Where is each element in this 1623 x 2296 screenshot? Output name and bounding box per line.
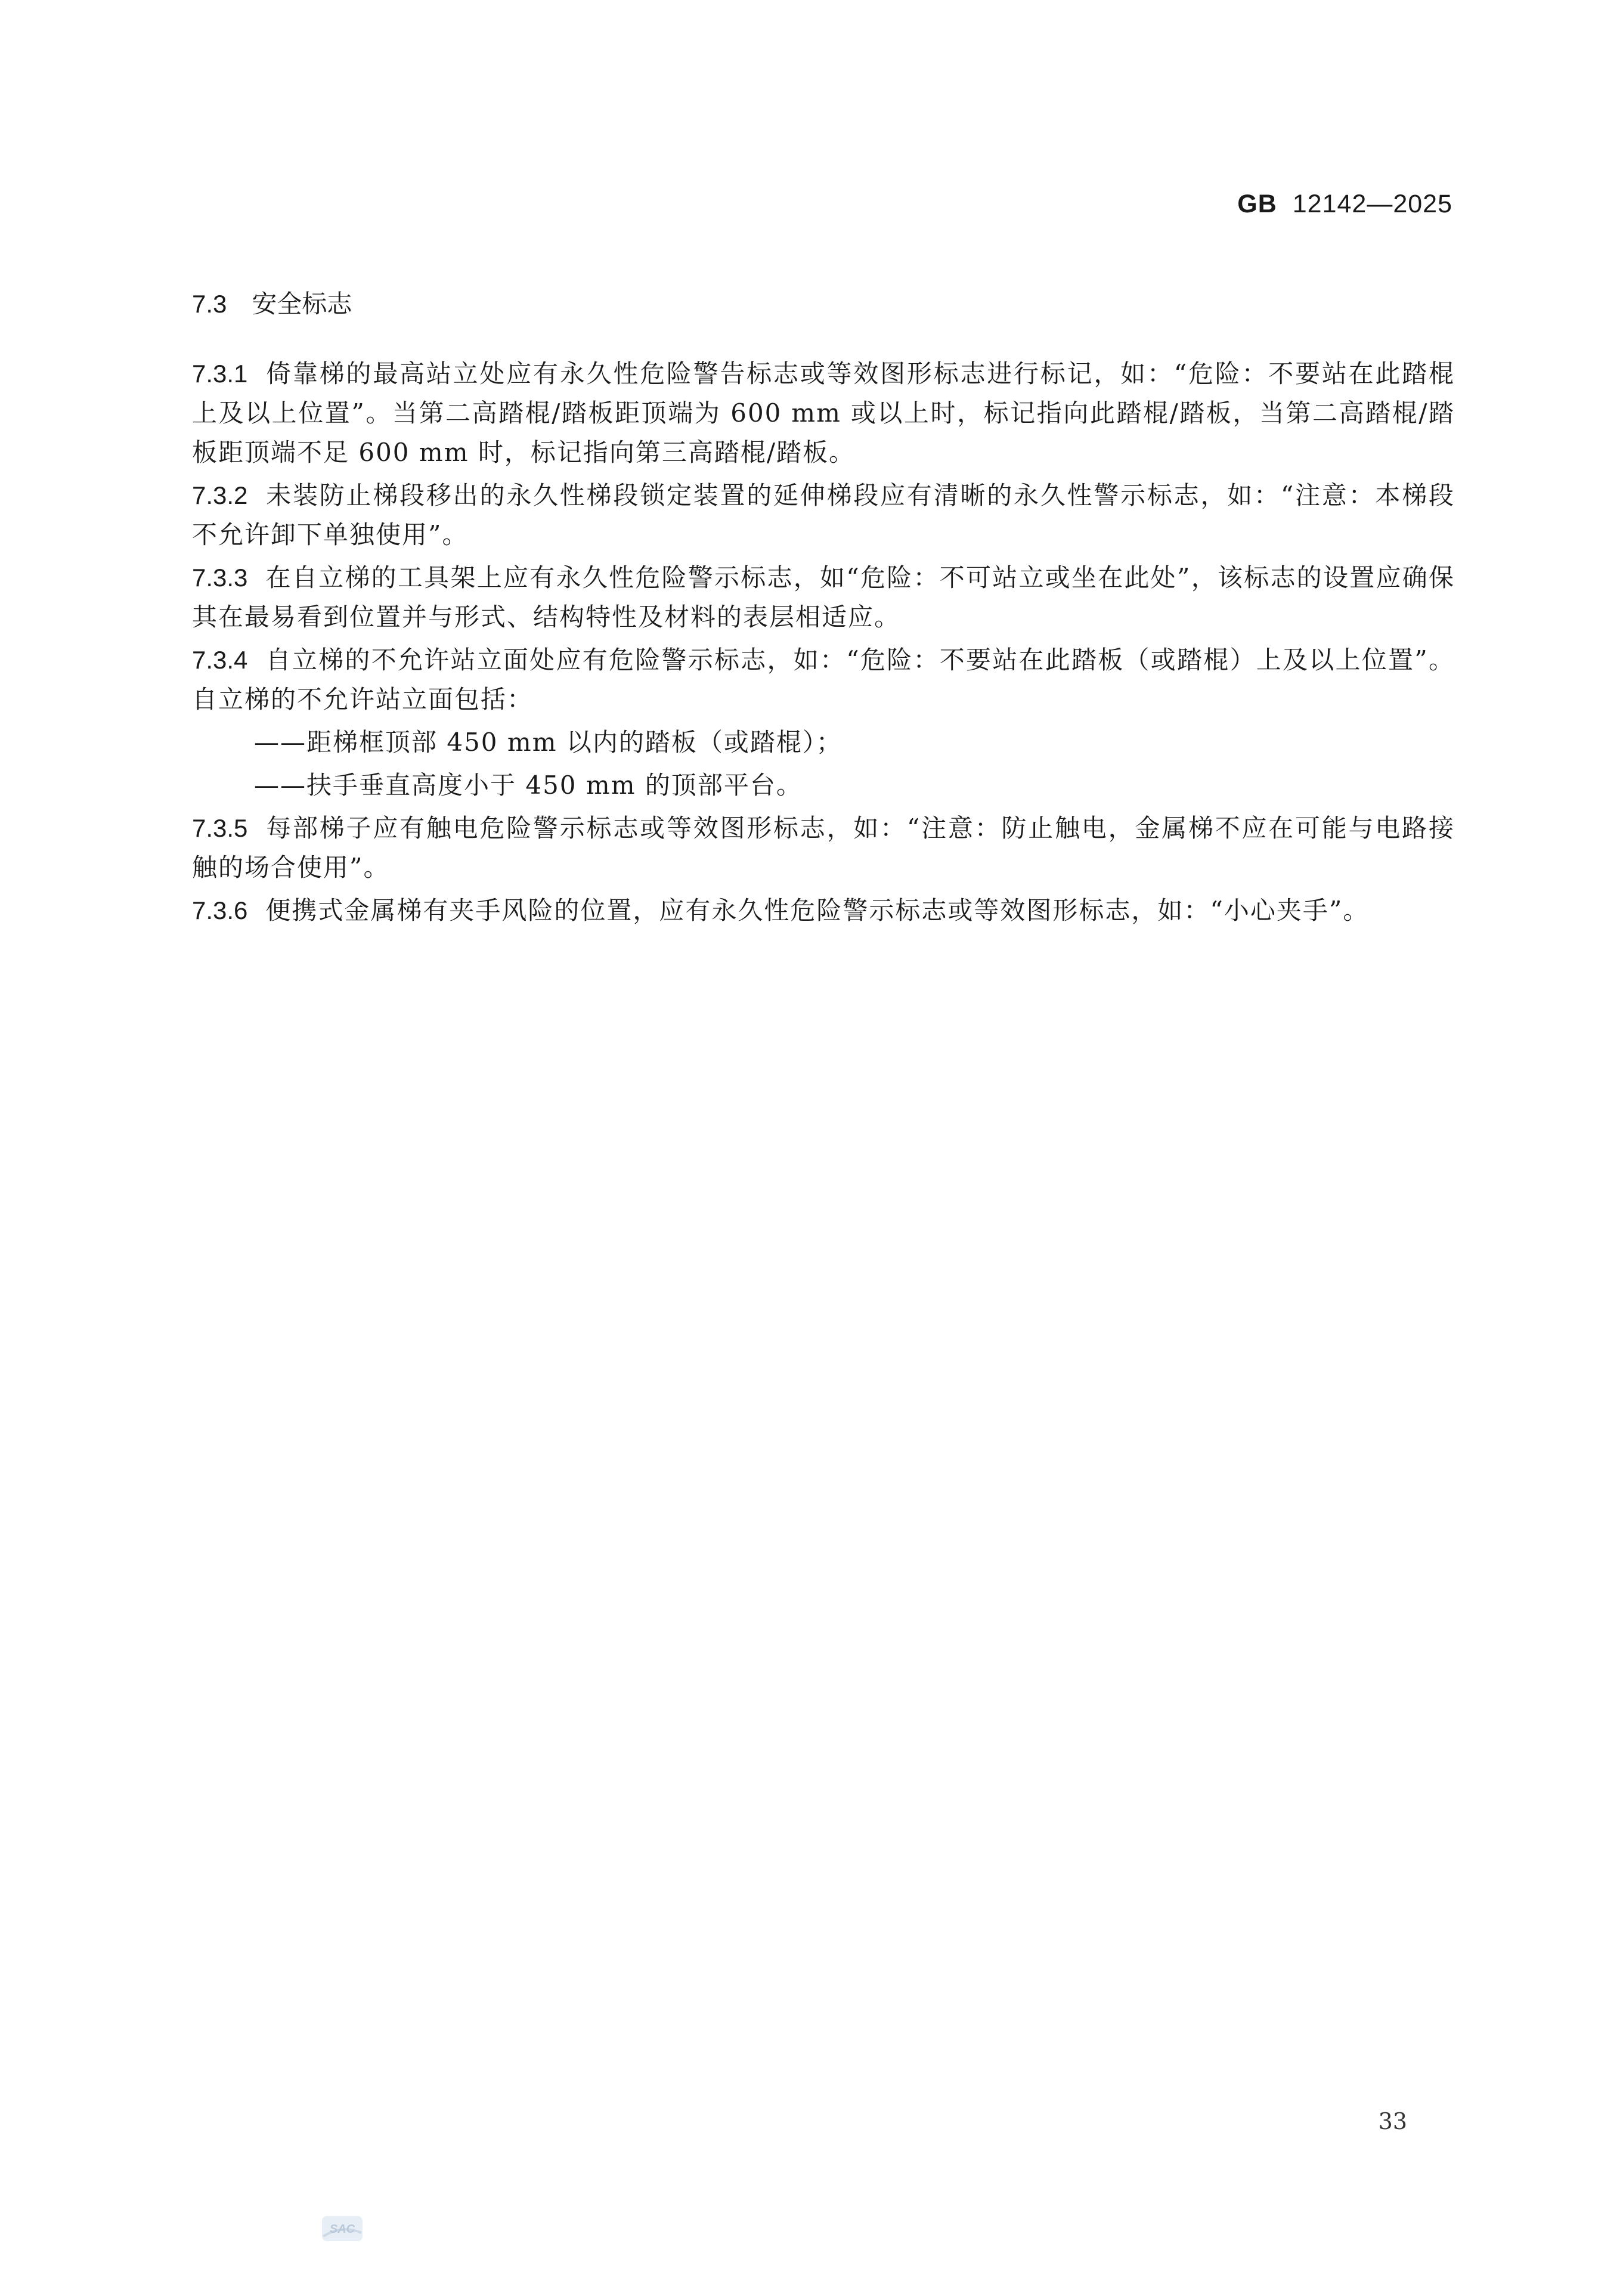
clause-text: 自立梯的不允许站立面处应有危险警示标志，如：“危险：不要站在此踏板（或踏棍）上及以上位置”。自立梯的不允许站立面包括：: [192, 645, 1455, 714]
clause-text: 倚靠梯的最高站立处应有永久性危险警告标志或等效图形标志进行标记，如：“危险：不要站在此踏棍上及以上位置”。当第二高踏棍/踏板距顶端为 600 mm 或以上时，标记指向此踏棍/踏板，当第二高踏棍/踏板距顶端不足 600 mm 时，标记指向第三高踏棍/踏板。: [192, 359, 1455, 467]
clause-number: 7.3.2: [192, 481, 248, 509]
clause-7-3-6: [192, 891, 1455, 930]
clause-number: 7.3.4: [192, 646, 248, 674]
clause-number: 7.3.1: [192, 360, 248, 388]
page-number: 33: [1378, 2108, 1407, 2134]
clause-number: 7.3.5: [192, 814, 248, 842]
clause-7-3-3: [192, 558, 1455, 637]
sac-logo-icon: [321, 2213, 364, 2245]
standard-number: 12142—2025: [1292, 190, 1452, 218]
document-body: [192, 286, 1455, 934]
clause-number: 7.3.6: [192, 896, 248, 924]
clause-text: 便携式金属梯有夹手风险的位置，应有永久性危险警示标志或等效图形标志，如：“小心夹手”。: [265, 896, 1370, 925]
section-number: 7.3: [192, 290, 227, 318]
clause-7-3-5: [192, 809, 1455, 887]
section-title: 安全标志: [252, 290, 352, 318]
document-header: [1237, 190, 1452, 219]
section-heading: [192, 286, 1455, 322]
standard-prefix: GB: [1237, 190, 1277, 218]
clause-7-3-1: [192, 354, 1455, 472]
list-item: ——扶手垂直高度小于 450 mm 的顶部平台。: [254, 771, 803, 800]
clause-text: 未装防止梯段移出的永久性梯段锁定装置的延伸梯段应有清晰的永久性警示标志，如：“注意：本梯段不允许卸下单独使用”。: [192, 481, 1455, 549]
clause-text: 在自立梯的工具架上应有永久性危险警示标志，如“危险：不可站立或坐在此处”，该标志的设置应确保其在最易看到位置并与形式、结构特性及材料的表层相适应。: [192, 563, 1455, 632]
svg-text:SAC: SAC: [329, 2223, 355, 2236]
clause-number: 7.3.3: [192, 564, 248, 592]
clause-7-3-4: [192, 640, 1455, 719]
clause-text: 每部梯子应有触电危险警示标志或等效图形标志，如：“注意：防止触电，金属梯不应在可能与电路接触的场合使用”。: [192, 813, 1455, 882]
clause-7-3-2: [192, 476, 1455, 555]
list-item: ——距梯框顶部 450 mm 以内的踏板（或踏棍）；: [254, 728, 843, 757]
